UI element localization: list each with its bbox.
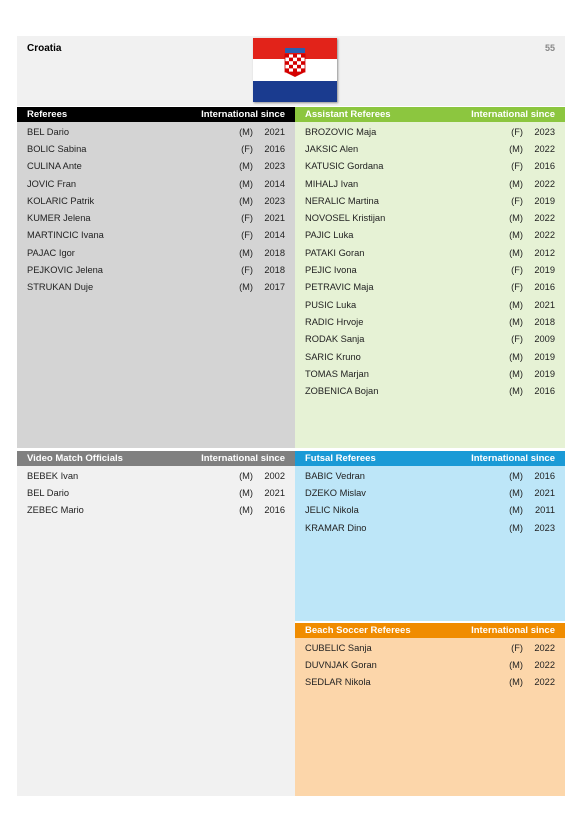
gender-code: (M) (509, 487, 523, 498)
futsal-panel (295, 451, 565, 621)
croatia-crest-icon (284, 48, 306, 78)
official-row (17, 467, 295, 484)
country-name: Croatia (27, 43, 62, 54)
assistant-since-label: International since (471, 109, 555, 120)
gender-code: (M) (509, 659, 523, 670)
beach-soccer-panel (295, 623, 565, 796)
official-name: JOVIC Fran (27, 178, 77, 189)
official-name: RODAK Sanja (305, 334, 365, 345)
official-name: KOLARIC Patrik (27, 195, 95, 206)
official-name: SEDLAR Nikola (305, 677, 371, 688)
official-name: SARIC Kruno (305, 351, 361, 362)
international-since-year: 2022 (534, 677, 555, 688)
official-name: BOLIC Sabina (27, 143, 87, 154)
gender-code: (M) (509, 368, 523, 379)
official-row (295, 192, 565, 209)
international-since-year: 2022 (534, 143, 555, 154)
official-row (295, 244, 565, 261)
gender-code: (M) (509, 213, 523, 224)
gender-code: (F) (511, 265, 523, 276)
official-name: KATUSIC Gordana (305, 161, 384, 172)
international-since-year: 2019 (534, 195, 555, 206)
official-name: ZEBEC Mario (27, 505, 84, 516)
official-row (295, 502, 565, 519)
gender-code: (M) (509, 351, 523, 362)
official-name: CULINA Ante (27, 161, 82, 172)
international-since-year: 2014 (264, 230, 285, 241)
international-since-year: 2021 (264, 126, 285, 137)
official-name: PETRAVIC Maja (305, 282, 374, 293)
official-row (295, 296, 565, 313)
gender-code: (F) (511, 126, 523, 137)
international-since-year: 2012 (534, 247, 555, 258)
official-row (295, 656, 565, 673)
international-since-year: 2023 (534, 522, 555, 533)
official-row (17, 244, 295, 261)
vmo-title: Video Match Officials (27, 453, 123, 464)
gender-code: (M) (239, 247, 253, 258)
official-name: JAKSIC Alen (305, 143, 359, 154)
gender-code: (M) (239, 470, 253, 481)
international-since-year: 2022 (534, 659, 555, 670)
official-row (295, 639, 565, 656)
official-name: STRUKAN Duje (27, 282, 94, 293)
official-name: NERALIC Martina (305, 195, 379, 206)
official-row (17, 158, 295, 175)
gender-code: (M) (509, 316, 523, 327)
international-since-year: 2016 (534, 470, 555, 481)
official-name: BABIC Vedran (305, 470, 365, 481)
international-since-year: 2022 (534, 642, 555, 653)
gender-code: (F) (511, 282, 523, 293)
referees-since-label: International since (201, 109, 285, 120)
international-since-year: 2019 (534, 265, 555, 276)
beach-since-label: International since (471, 625, 555, 636)
referees-panel (17, 107, 295, 448)
international-since-year: 2019 (534, 351, 555, 362)
international-since-year: 2009 (534, 334, 555, 345)
page-number: 55 (544, 43, 555, 53)
gender-code: (M) (509, 178, 523, 189)
official-row (295, 348, 565, 365)
international-since-year: 2016 (534, 161, 555, 172)
official-row (17, 209, 295, 226)
vmo-panel (17, 451, 295, 796)
gender-code: (M) (239, 505, 253, 516)
international-since-year: 2021 (534, 487, 555, 498)
international-since-year: 2016 (264, 505, 285, 516)
beach-soccer-header (295, 623, 565, 638)
gender-code: (F) (241, 265, 253, 276)
official-row (17, 484, 295, 501)
official-row (17, 502, 295, 519)
official-row (17, 279, 295, 296)
official-row (295, 382, 565, 399)
official-row (295, 158, 565, 175)
official-row (17, 261, 295, 278)
futsal-header (295, 451, 565, 466)
gender-code: (M) (509, 386, 523, 397)
international-since-year: 2018 (264, 247, 285, 258)
official-row (295, 467, 565, 484)
gender-code: (F) (241, 230, 253, 241)
gender-code: (M) (239, 282, 253, 293)
gender-code: (M) (239, 161, 253, 172)
international-since-year: 2019 (534, 368, 555, 379)
international-since-year: 2021 (534, 299, 555, 310)
official-row (295, 175, 565, 192)
official-name: DZEKO Mislav (305, 487, 366, 498)
official-name: BEBEK Ivan (27, 470, 79, 481)
international-since-year: 2023 (264, 161, 285, 172)
gender-code: (F) (511, 195, 523, 206)
vmo-since-label: International since (201, 453, 285, 464)
official-row (295, 674, 565, 691)
official-name: BEL Dario (27, 487, 70, 498)
international-since-year: 2022 (534, 230, 555, 241)
gender-code: (M) (509, 470, 523, 481)
official-row (295, 140, 565, 157)
official-name: TOMAS Marjan (305, 368, 369, 379)
official-name: PAJIC Luka (305, 230, 354, 241)
official-name: PAJAC Igor (27, 247, 75, 258)
international-since-year: 2022 (534, 213, 555, 224)
gender-code: (M) (509, 522, 523, 533)
official-row (17, 123, 295, 140)
official-name: KRAMAR Dino (305, 522, 367, 533)
assistant-referees-panel (295, 107, 565, 448)
international-since-year: 2017 (264, 282, 285, 293)
vmo-header (17, 451, 295, 466)
international-since-year: 2021 (264, 213, 285, 224)
official-row (295, 123, 565, 140)
official-row (295, 365, 565, 382)
official-name: KUMER Jelena (27, 213, 91, 224)
gender-code: (M) (509, 143, 523, 154)
gender-code: (F) (511, 334, 523, 345)
assistant-referees-title: Assistant Referees (305, 109, 391, 120)
gender-code: (M) (509, 677, 523, 688)
official-row (295, 519, 565, 536)
gender-code: (F) (241, 213, 253, 224)
international-since-year: 2022 (534, 178, 555, 189)
international-since-year: 2018 (264, 265, 285, 276)
international-since-year: 2018 (534, 316, 555, 327)
international-since-year: 2002 (264, 470, 285, 481)
official-row (295, 209, 565, 226)
official-name: PUSIC Luka (305, 299, 357, 310)
international-since-year: 2016 (534, 386, 555, 397)
official-name: MIHALJ Ivan (305, 178, 359, 189)
official-name: NOVOSEL Kristijan (305, 213, 386, 224)
futsal-since-label: International since (471, 453, 555, 464)
gender-code: (M) (239, 178, 253, 189)
gender-code: (F) (511, 642, 523, 653)
official-row (295, 227, 565, 244)
official-row (17, 140, 295, 157)
official-name: BROZOVIC Maja (305, 126, 377, 137)
referees-title: Referees (27, 109, 68, 120)
official-name: PEJKOVIC Jelena (27, 265, 103, 276)
gender-code: (M) (509, 299, 523, 310)
official-row (17, 192, 295, 209)
international-since-year: 2023 (264, 195, 285, 206)
official-row (295, 279, 565, 296)
official-name: PATAKI Goran (305, 247, 365, 258)
gender-code: (M) (239, 126, 253, 137)
gender-code: (M) (509, 230, 523, 241)
international-since-year: 2021 (264, 487, 285, 498)
international-since-year: 2011 (535, 505, 555, 516)
official-name: RADIC Hrvoje (305, 316, 364, 327)
international-since-year: 2016 (264, 143, 285, 154)
beach-soccer-title: Beach Soccer Referees (305, 625, 411, 636)
official-name: MARTINCIC Ivana (27, 230, 104, 241)
official-name: BEL Dario (27, 126, 70, 137)
gender-code: (M) (509, 247, 523, 258)
gender-code: (F) (241, 143, 253, 154)
country-header (17, 36, 565, 106)
official-name: JELIC Nikola (305, 505, 359, 516)
gender-code: (M) (509, 505, 523, 516)
referees-header (17, 107, 295, 122)
gender-code: (M) (239, 487, 253, 498)
official-row (295, 484, 565, 501)
official-name: ZOBENICA Bojan (305, 386, 379, 397)
international-since-year: 2016 (534, 282, 555, 293)
futsal-title: Futsal Referees (305, 453, 376, 464)
official-row (17, 227, 295, 244)
croatia-flag-icon (253, 38, 337, 102)
official-row (295, 261, 565, 278)
gender-code: (M) (239, 195, 253, 206)
official-row (295, 313, 565, 330)
official-name: PEJIC Ivona (305, 265, 357, 276)
official-name: DUVNJAK Goran (305, 659, 377, 670)
international-since-year: 2014 (264, 178, 285, 189)
assistant-referees-header (295, 107, 565, 122)
official-name: CUBELIC Sanja (305, 642, 372, 653)
international-since-year: 2023 (534, 126, 555, 137)
official-row (17, 175, 295, 192)
gender-code: (F) (511, 161, 523, 172)
official-row (295, 331, 565, 348)
